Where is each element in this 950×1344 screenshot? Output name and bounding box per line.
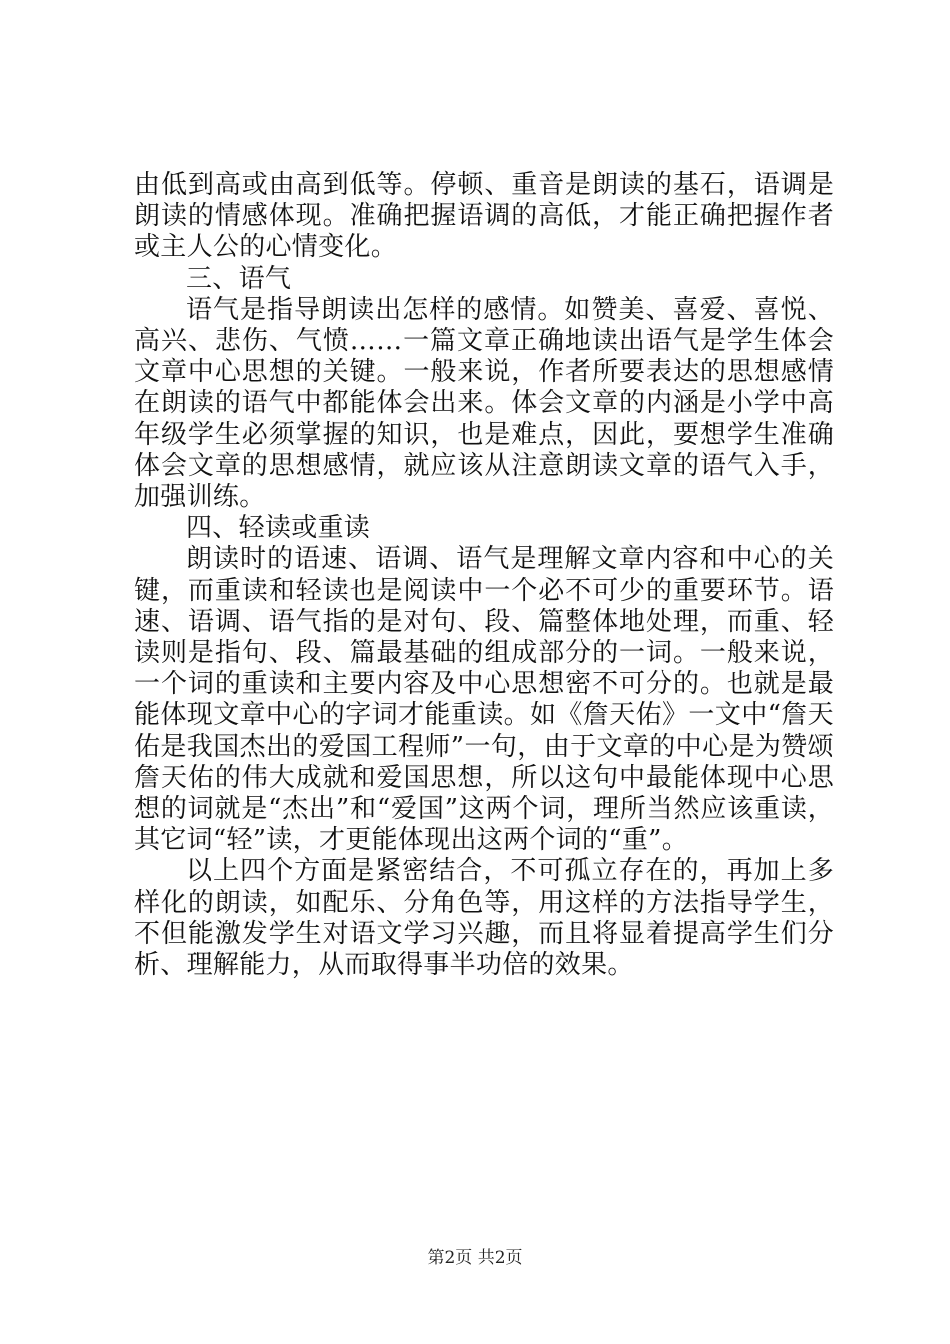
section-heading-stress: 四、轻读或重读 — [186, 513, 371, 544]
document-body — [134, 170, 834, 981]
paragraph-conclusion: 以上四个方面是紧密结合，不可孤立存在的，再加上多样化的朗读，如配乐、分角色等，用这样的方法指导学生，不但能激发学生对语文学习兴趣，而且将显着提高学生们分析、理解能力，从而取得事半功倍的效果。 — [134, 856, 834, 981]
paragraph-tone: 语气是指导朗读出怎样的感情。如赞美、喜爱、喜悦、高兴、悲伤、气愤……一篇文章正确地读出语气是学生体会文章中心思想的关键。一般来说，作者所要表达的思想感情在朗读的语气中都能体会出来。体会文章的内涵是小学中高年级学生必须掌握的知识，也是难点，因此，要想学生准确体会文章的思想感情，就应该从注意朗读文章的语气入手，加强训练。 — [134, 294, 834, 513]
paragraph-continuation: 由低到高或由高到低等。停顿、重音是朗读的基石，语调是朗读的情感体现。准确把握语调的高低，才能正确把握作者或主人公的心情变化。 — [134, 170, 834, 263]
page-number-footer: 第2页 共2页 — [427, 1248, 523, 1268]
section-heading-tone: 三、语气 — [186, 263, 292, 294]
paragraph-stress: 朗读时的语速、语调、语气是理解文章内容和中心的关键，而重读和轻读也是阅读中一个必不可少的重要环节。语速、语调、语气指的是对句、段、篇整体地处理，而重、轻读则是指句、段、篇最基础的组成部分的一词。一般来说，一个词的重读和主要内容及中心思想密不可分的。也就是最能体现文章中心的字词才能重读。如《詹天佑》一文中“詹天佑是我国杰出的爱国工程师”一句，由于文章的中心是为赞颂詹天佑的伟大成就和爱国思想，所以这句中最能体现中心思想的词就是“杰出”和“爱国”这两个词，理所当然应该重读，其它词“轻”读，才更能体现出这两个词的“重”。 — [134, 544, 834, 856]
